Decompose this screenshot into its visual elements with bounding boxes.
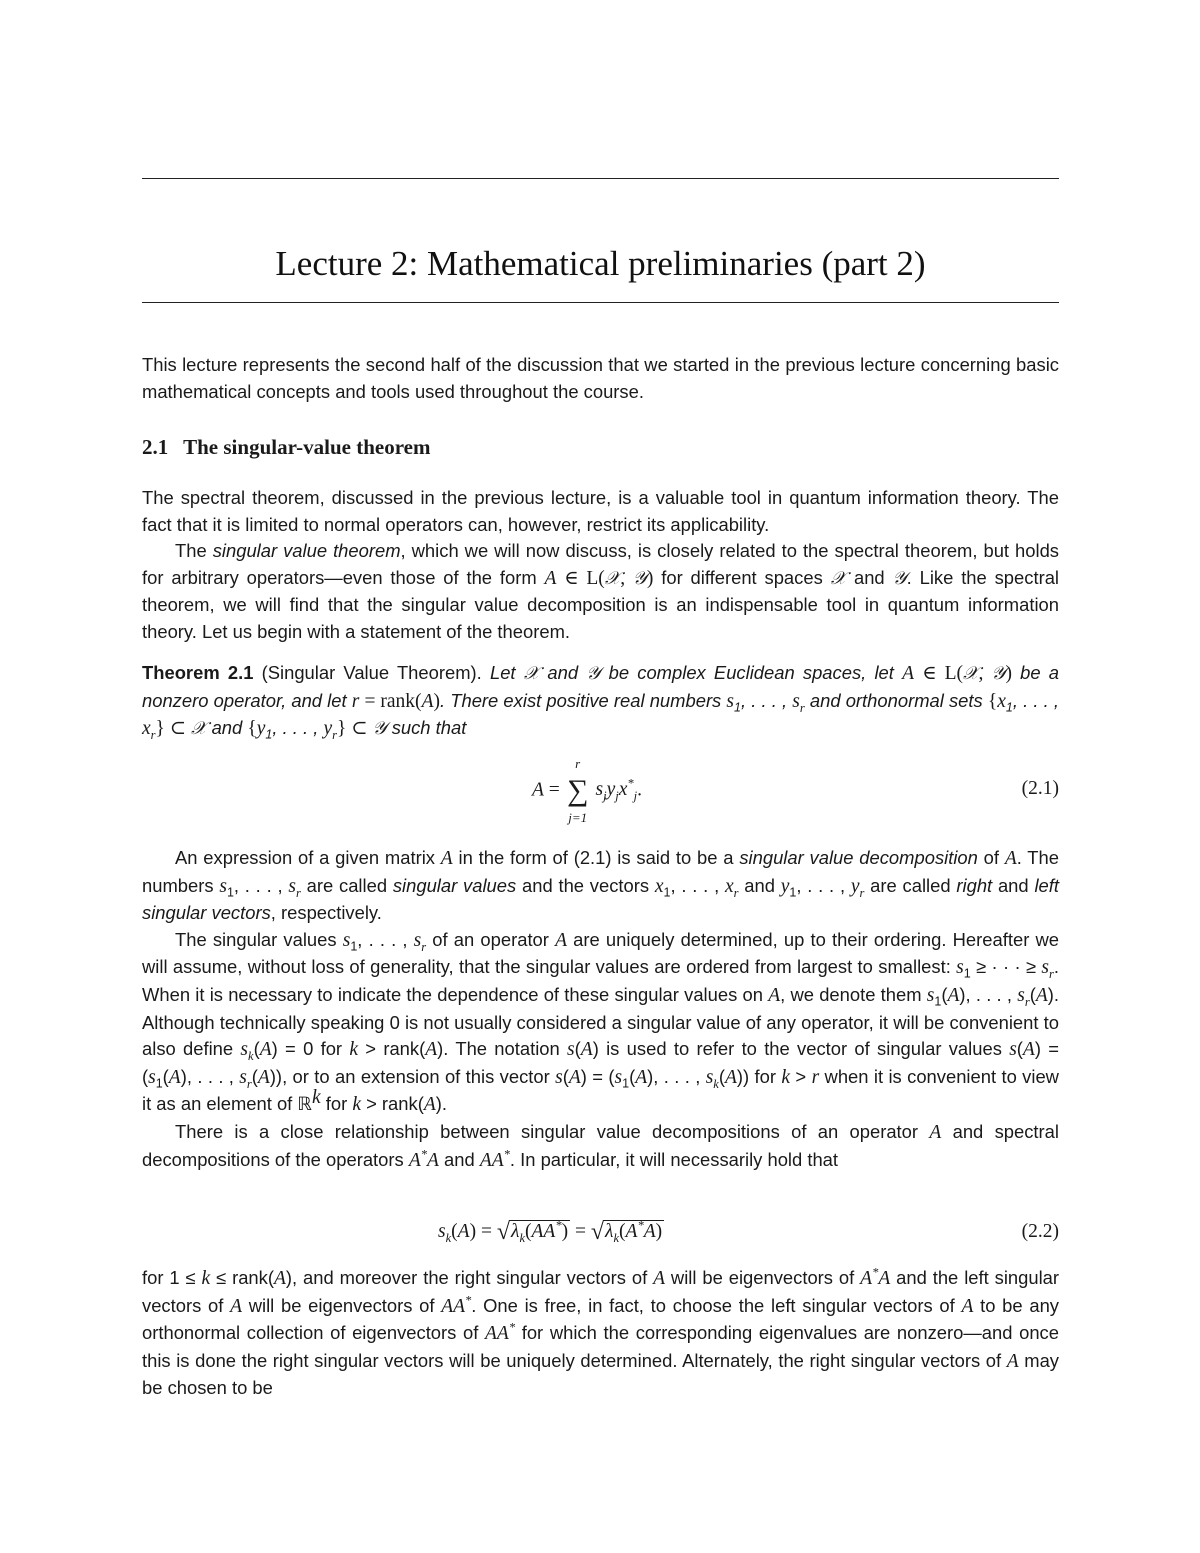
section-heading [142,435,430,460]
equation-2-2-tag: (2.2) [1021,1221,1059,1242]
body-paragraphs-1 [142,485,1059,646]
paragraph-spectral: The spectral theorem, discussed in the previous lecture, is a valuable tool in quantum information theory. The fact that it is limited to normal operators can, however, restrict its applicability. [142,487,1059,535]
paragraph-singular-values: The singular values $s_1$, . . . , $s_r$ of an operator A are uniquely determined, up to their ordering. Hereafter we will assume, without loss of generality, that the singular values are ordered from largest to smallest: $s_1$ ≥ · · · ≥ $s_r$. When it is necessary to indicate the dependence of these singular values on A, we denote them $s_1(A)$, . . . , $s_r(A)$. Although technically speaking 0 is not usually considered a singular value of any operator, it will be convenient to also define $s_k(A) = 0$ for k > rank(A). The notation s(A) is used to refer to the vector of singular values $s(A) = (s_1(A)$, . . . , $s_r(A)$), or to an extension of this vector $s(A) = (s_1(A)$, . . . , $s_k(A)$) for k > r when it is convenient to view it as an element of ℝ$^k$ for k > rank(A). [142,928,1059,1116]
body-paragraphs-3 [142,1265,1059,1402]
theorem-label: Theorem 2.1 [142,662,254,683]
body-paragraphs-2 [142,845,1059,1174]
equation-2-2 [142,1217,1059,1251]
paragraph-eigenvectors: for 1 ≤ k ≤ rank(A), and moreover the right singular vectors of A will be eigenvectors of A*A and the left singular vectors of A will be eigenvectors of AA*. One is free, in fact, to choose the left singular vectors of A to be any orthonormal collection of eigenvectors of AA* for which the corresponding eigenvalues are nonzero—and once this is done the right singular vectors will be uniquely determined. Alternately, the right singular vectors of A may be chosen to be [142,1265,1060,1399]
intro-paragraph [142,352,1059,405]
theorem-name: (Singular Value Theorem). [261,662,482,683]
paragraph-svd-definition: An expression of a given matrix A in the form of (2.1) is said to be a singular value decomposition of A. The numbers $s_1$, . . . , $s_r$ are called singular values and the vectors $x_1$, . . . , $x_r$ and $y_1$, . . . , $y_r$ are called right and left singular vectors, respectively. [142,847,1059,924]
equation-2-2-body: $s_k(A) = √\lambda_k(AA^*) = √\lambda_k(A^*A)$ [438,1218,663,1245]
paragraph-singular-intro: The singular value theorem, which we will now discuss, is closely related to the spectral theorem, but holds for arbitrary operators—even those of the form A ∈ L(𝒳, 𝒴) for different spaces 𝒳 and 𝒴. Like the spectral theorem, we will find that the singular value decomposition is an indispensable tool in quantum information theory. Let us begin with a statement of the theorem. [142,540,1060,642]
title-rule [142,302,1059,303]
paragraph-relationship: There is a close relationship between singular value decompositions of an operator A and spectral decompositions of the operators A*A and AA*. In particular, it will necessarily hold that [142,1120,1059,1171]
page-title: Lecture 2: Mathematical preliminaries (part 2) [275,244,926,283]
theorem-2-1 [142,660,1059,743]
equation-2-1 [142,756,1059,825]
section-number: 2.1 [142,435,169,459]
equation-2-1-body: A = r ∑ j=1 $s_jy_jx^*_j$. [532,756,643,825]
section-title: The singular-value theorem [183,435,431,459]
intro-text: This lecture represents the second half of the discussion that we started in the previous lecture concerning basic mathematical concepts and tools used throughout the course. [142,354,1059,402]
equation-2-1-tag: (2.1) [1021,778,1059,799]
theorem-body: Let 𝒳 and 𝒴 be complex Euclidean spaces, let A ∈ L(𝒳, 𝒴) be a nonzero operator, and let r = rank(A). There exist positive real numbers $s_1$, . . . , $s_r$ and orthonormal sets {$x_1$, . . . , $x_r$} ⊂ 𝒳 and {$y_1$, . . . , $y_r$} ⊂ 𝒴 such that [142,662,1060,743]
top-rule [142,178,1059,179]
